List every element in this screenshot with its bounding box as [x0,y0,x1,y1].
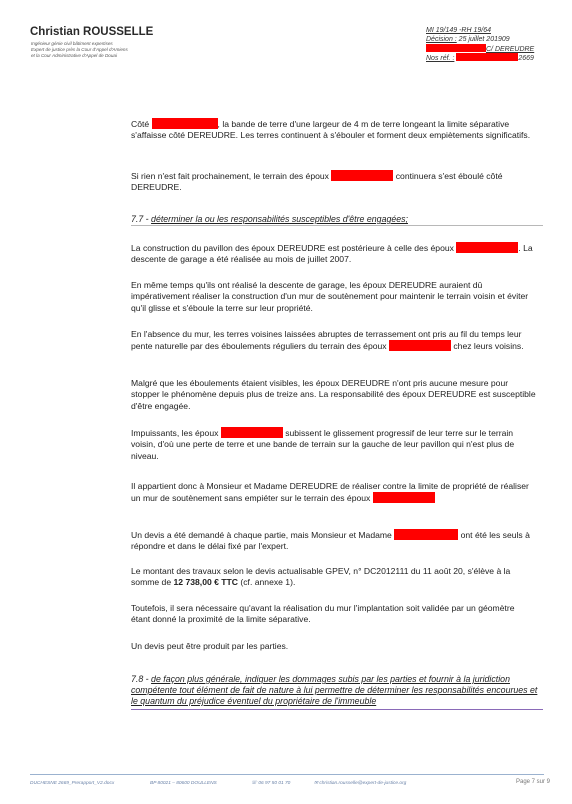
paragraph: Le montant des travaux selon le devis actualisable GPEV, n° DC2012111 du 11 août 20, s'élève à la somme de 12 738,00 € TTC (cf. annexe 1). [131,566,511,588]
redaction-box [394,529,458,540]
letterhead-name: Christian ROUSSELLE [30,26,154,38]
letterhead-title: Ingénieur génie civil bâtiment expertises [31,41,113,46]
case-reference [426,26,491,35]
paragraph: La construction du pavillon des époux DEREUDRE est postérieure à celle des époux . La descente de garage a été réalisée au mois de juillet 2007. [131,243,533,265]
footer-filename: DUCHESNE 2669_Prerapport_V2.docx [30,781,115,786]
footer-address: BP 80021 – 80600 DOULLENS [150,781,217,786]
section-heading-7-8: 7.8 - de façon plus générale, indiquer les dommages subis par les parties et fournir à la juridiction compétente tout élément de fait de nature à lui permettre de déterminer les responsabilités encourues et le quantum du préjudice éventuel du propriétaire de l'immeuble [131,674,543,710]
redaction-box [331,170,393,181]
page-number: Page 7 sur 9 [516,779,551,785]
paragraph: Toutefois, il sera nécessaire qu'avant la réalisation du mur l'implantation soit validée par un géomètre étant donné la proximité de la limite séparative. [131,603,515,625]
paragraph: Malgré que les éboulements étaient visibles, les époux DEREUDRE n'ont pris aucune mesure pour stopper le phénomène depuis plus de treize ans. La responsabilité des époux DEREUDRE est susceptible d'être engagée. [131,378,536,411]
footer-phone: ☏ 06 97 50 01 70 [251,781,291,786]
our-ref-line [426,53,534,63]
redaction-box [456,242,518,253]
footer-rule [30,774,544,775]
letterhead-court-2: et la Cour Administrative d'Appel de Douai [31,53,117,58]
paragraph: Côté , la bande de terre d'une largeur de 4 m de terre longeant la limite séparative s'affaisse côté DEREUDRE. Les terres continuent à s'ébouler et forment deux empiètements significatifs. [131,119,531,141]
decision-value: 25 juillet 201909 [456,36,510,43]
redaction-box [373,492,435,503]
redaction-box [389,340,451,351]
redaction-box [456,53,518,61]
redaction-box [221,427,283,438]
paragraph: Un devis a été demandé à chaque partie, mais Monsieur et Madame ont été les seuls à répondre et dans le délai fixé par l'expert. [131,530,530,552]
decision-label: Décision : [426,36,457,43]
case-number: MI 19/149 -RH 19/64 [426,27,491,34]
redaction-box [426,44,486,52]
parties-suffix: C/ DEREUDRE [486,46,535,53]
paragraph: Il appartient donc à Monsieur et Madame DEREUDRE de réaliser contre la limite de propriété de réaliser un mur de soutènement sans empiéter sur le terrain des époux [131,481,529,504]
our-ref-label: Nos réf. : [426,55,455,62]
paragraph: Si rien n'est fait prochainement, le terrain des époux continuera s'est éboulé côté DEREUDRE. [131,171,503,193]
decision-line [426,35,510,44]
amount: 12 738,00 € TTC [173,577,239,588]
our-ref-suffix: 2669 [518,55,534,62]
letterhead-court-1: Expert de justice près la Cour d'Appel d'Amiens [31,47,128,52]
section-heading-7-7: 7.7 - déterminer la ou les responsabilités susceptibles d'être engagées; [131,214,543,226]
footer-email: ✉ christian.rousselle@expert-de-justice.org [314,781,407,786]
paragraph: Un devis peut être produit par les parties. [131,641,289,651]
paragraph: Impuissants, les époux subissent le glissement progressif de leur terre sur le terrain voisin, d'où une perte de terre et une bande de terrain sur la gauche de leur pavillon qui n'est plus de niveau. [131,428,515,461]
redaction-box [152,118,218,129]
paragraph: En même temps qu'ils ont réalisé la descente de garage, les époux DEREUDRE auraient dû impérativement réaliser la construction d'un mur de soutènement pour maintenir le terrain voisin et éviter qu'il glisse et s'éboule la terre sur leur propriété. [131,280,529,313]
paragraph: En l'absence du mur, les terres voisines laissées abruptes de terrassement ont pris au fil du temps leur pente naturelle par des éboulements réguliers du terrain des époux chez leurs voisins. [131,329,524,352]
